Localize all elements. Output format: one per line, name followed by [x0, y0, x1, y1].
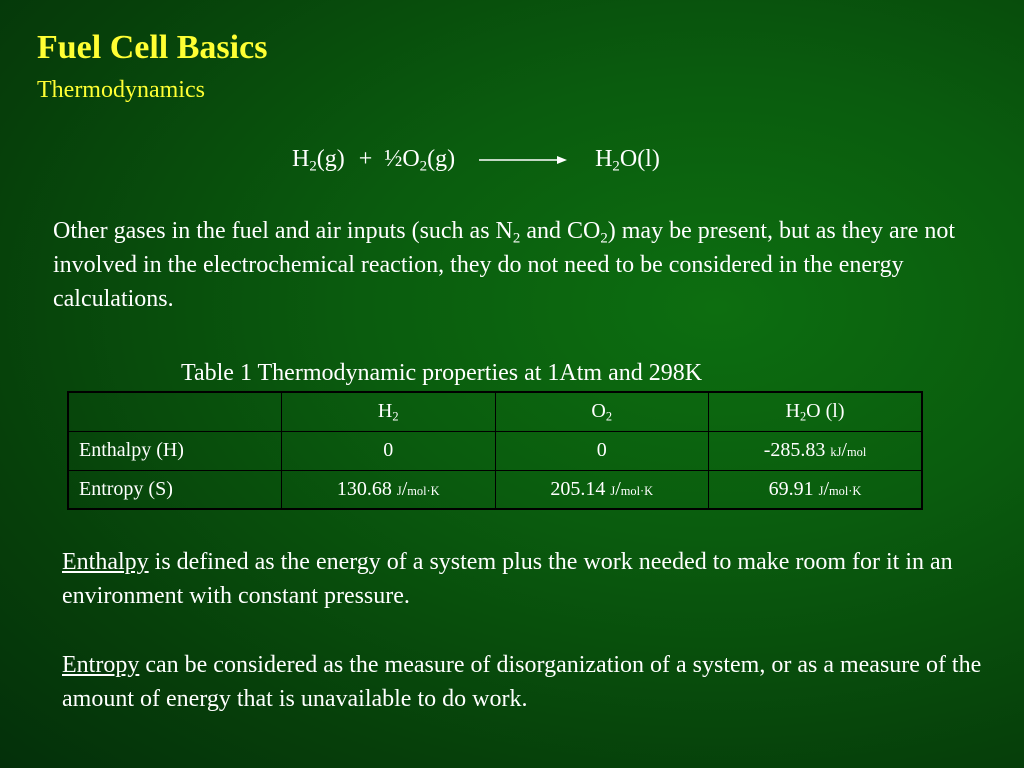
product-water: $H_2O(l)$	[595, 146, 660, 175]
reactant-hydrogen: $H_2(g)$	[292, 146, 345, 175]
table-corner-cell	[68, 392, 282, 431]
slide-title: Fuel Cell Basics	[37, 29, 268, 66]
enthalpy-term: Enthalpy	[62, 549, 149, 575]
row-label-entropy: Entropy (S)	[68, 470, 282, 509]
table-header-row	[68, 392, 922, 431]
enthalpy-definition: Enthalpy is defined as the energy of a system plus the work needed to make room for it in an environment with constant pressure.	[62, 549, 953, 609]
table-header-o2: $O_2$	[495, 392, 709, 431]
table-cell: 130.68 J/mol·K	[282, 470, 496, 509]
table-header-h2o: $H_2O$ (l)	[709, 392, 923, 431]
entropy-definition: Entropy can be considered as the measure of disorganization of a system, or as a measure of the amount of energy that is unavailable to do work.	[62, 652, 982, 712]
table-cell: 205.14 J/mol·K	[495, 470, 709, 509]
intro-paragraph: Other gases in the fuel and air inputs (such as $N_2$ and $CO_2$) may be present, but as they are not involved in the electrochemical reaction, they do not need to be considered in the energy calculations.	[53, 218, 955, 312]
table-row	[68, 470, 922, 509]
reaction-arrow-icon	[479, 153, 567, 167]
thermodynamic-properties-table	[67, 391, 923, 510]
table-cell: 0	[495, 431, 709, 470]
table-cell: -285.83 kJ/mol	[709, 431, 923, 470]
row-label-enthalpy: Enthalpy (H)	[68, 431, 282, 470]
reactant-oxygen: $\frac{1}{2}O_2(g)$	[384, 146, 456, 175]
table-row	[68, 431, 922, 470]
plus-sign: +	[358, 146, 373, 172]
entropy-term: Entropy	[62, 652, 140, 678]
reaction-equation	[292, 144, 660, 174]
table-caption: Table 1 Thermodynamic properties at 1Atm and 298K	[181, 360, 703, 386]
table-header-h2: $H_2$	[282, 392, 496, 431]
table-cell: 0	[282, 431, 496, 470]
table-cell: 69.91 J/mol·K	[709, 470, 923, 509]
slide-subtitle: Thermodynamics	[37, 77, 205, 103]
